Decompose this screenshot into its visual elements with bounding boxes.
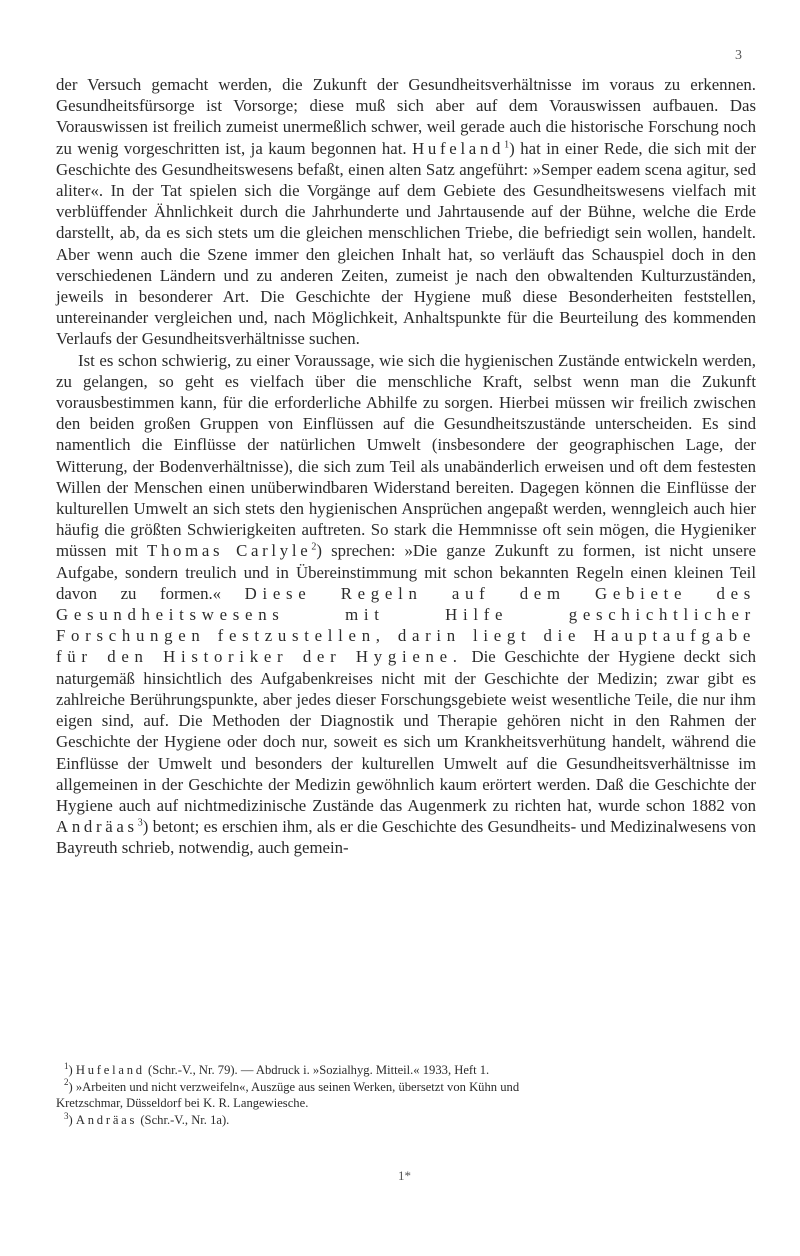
footnote-ref-3: 3 <box>137 817 143 829</box>
signature-mark: 1* <box>398 1168 411 1183</box>
author-name-hufeland: Hufeland <box>412 138 505 158</box>
footnote-ref-2: 2 <box>311 541 317 553</box>
footnote-author: Hufeland <box>75 1063 145 1077</box>
page-number: 3 <box>735 48 742 63</box>
paragraph-1-text-cont: ) hat in einer Rede, die sich mit der Geschichte des Gesundheitswesens befaßt, einen alten Satz angeführt: »Semper eadem scena agitur, sed aliter«. In der Tat spielen sich die Vorgänge auf dem Gebiete des Gesundheitswesens vielfach mit verblüffender Ähnlichkeit durch die Jahrhunderte und Jahrtausende auf der Bühne, welche die Erde darstellt, ab, da es sich stets um die gleichen menschlichen Triebe, die befriedigt sein wollen, handelt. Aber wenn auch die Szene immer den gleichen Inhalt hat, so verläuft das Schauspiel doch in den verschiedenen Ländern und zu anderen Zeiten, zumeist je nach den obwaltenden Kulturzuständen, jeweils in besonderer Art. Die Geschichte der Hygiene muß diese Besonderheiten feststellen, untereinander vergleichen und, nach Möglichkeit, Anhaltspunkte für die Beurteilung des kommenden Verlaufs der Gesundheitsverhältnisse suchen. <box>56 138 756 349</box>
footnote-3 <box>56 1112 756 1129</box>
footnote-mark: 3 <box>64 1110 69 1121</box>
footnote-mark: 2 <box>64 1077 69 1088</box>
footnote-text: »Arbeiten und nicht verzweifeln«, Auszüge aus seinen Werken, übersetzt von Kühn und <box>72 1079 520 1094</box>
paragraph-2-end: ) betont; es erschien ihm, als er die Geschichte des Gesundheits- und Medizinalwesens von Bayreuth schrieb, notwendig, auch gemein- <box>56 817 756 858</box>
footnote-mark: 1 <box>64 1060 69 1071</box>
paragraph-2-rest: Die Geschichte der Hygiene deckt sich naturgemäß hinsichtlich des Aufgabenkreises nicht mit der Geschichte der Medizin; zwar gibt es zahlreiche Berührungspunkte, aber jedes dieser Forschungsgebiete weist wesentliche Teile, die nur ihm eigen sind, auf. Die Methoden der Diagnostik und Therapie gehören nicht in den Rahmen der Geschichte der Hygiene oder doch nur, soweit es sich um Krankheitsverhütung handelt, während die Einflüsse der Umwelt und besonders der kulturellen Umwelt auf die Gesundheitsverhältnisse im allgemeinen in der Geschichte der Medizin gewöhnlich kaum erörtert werden. Daß die Geschichte der Hygiene auch auf nichtmedizinische Zustände das Augenmerk zu richten hat, wurde schon 1882 von <box>56 647 756 815</box>
footnote-ref-1: 1 <box>504 139 510 151</box>
footnote-2 <box>56 1079 756 1096</box>
footnote-bracket: ) <box>68 1063 76 1077</box>
footnote-1 <box>56 1062 756 1079</box>
paragraph-2 <box>56 350 756 859</box>
author-name-carlyle: Thomas Carlyle <box>147 541 312 561</box>
footnote-text: (Schr.-V., Nr. 1a). <box>137 1112 230 1127</box>
emphasized-thesis: Diese Regeln auf dem Gebiete des Gesundheitswesens mit Hilfe geschichtlicher Forschungen festzustellen, darin liegt die Hauptaufgabe für den Historiker der Hygiene. <box>56 583 756 667</box>
footnote-author: Andräas <box>75 1112 138 1127</box>
footnote-bracket: ) <box>68 1112 76 1127</box>
paragraph-1-text: der Versuch gemacht werden, die Zukunft der Gesundheitsverhältnisse im voraus zu erkennen. Gesundheitsfürsorge ist Vorsorge; diese muß sich aber auf dem Vorauswissen aufbauen. Das Vorauswissen ist freilich zumeist unermeßlich schwer, weil gerade auch die historische Forschung noch zu wenig vorgeschritten ist, ja kaum begonnen hat. <box>56 75 756 158</box>
footnote-bracket: ) <box>68 1079 73 1094</box>
footnote-text: (Schr.-V., Nr. 79). — Abdruck i. »Sozialhyg. Mitteil.« 1933, Heft 1. <box>144 1063 490 1077</box>
footnote-2-continuation: Kretzschmar, Düsseldorf bei K. R. Langewiesche. <box>56 1096 309 1111</box>
main-text <box>56 74 756 859</box>
footnotes <box>56 1062 756 1128</box>
paragraph-1 <box>56 74 756 350</box>
author-name-andraeas: Andräas <box>56 817 138 837</box>
paragraph-2-quote: ) sprechen: »Die ganze Zukunft zu formen, ist nicht unsere Aufgabe, sondern treulich und in Übereinstimmung mit schon bekannten Regeln einen kleinen Teil davon zu formen.« <box>56 541 756 603</box>
paragraph-2-text: Ist es schon schwierig, zu einer Voraussage, wie sich die hygienischen Zustände entwickeln werden, zu gelangen, so geht es vielfach über die menschliche Kraft, selbst wenn man die Zukunft vorausbestimmen kann, für die erforderliche Abhilfe zu sorgen. Hierbei müssen wir freilich zwischen den beiden großen Gruppen von Einflüssen auf die Gesundheitszustände unterscheiden. Es sind namentlich die Einflüsse der natürlichen Umwelt (insbesondere der geographischen Lage, der Witterung, der Bodenverhältnisse), die sich zum Teil als unabänderlich erweisen und oft dem festesten Willen der Menschen einen unüberwindbaren Widerstand bereiten. Dagegen können die Einflüsse der kulturellen Umwelt an sich stets den hygienischen Ansprüchen angepaßt werden, wenngleich auch hier häufig die größten Schwierigkeiten auftreten. So stark die Hemmnisse oft sein mögen, die Hygieniker müssen mit <box>56 350 756 561</box>
